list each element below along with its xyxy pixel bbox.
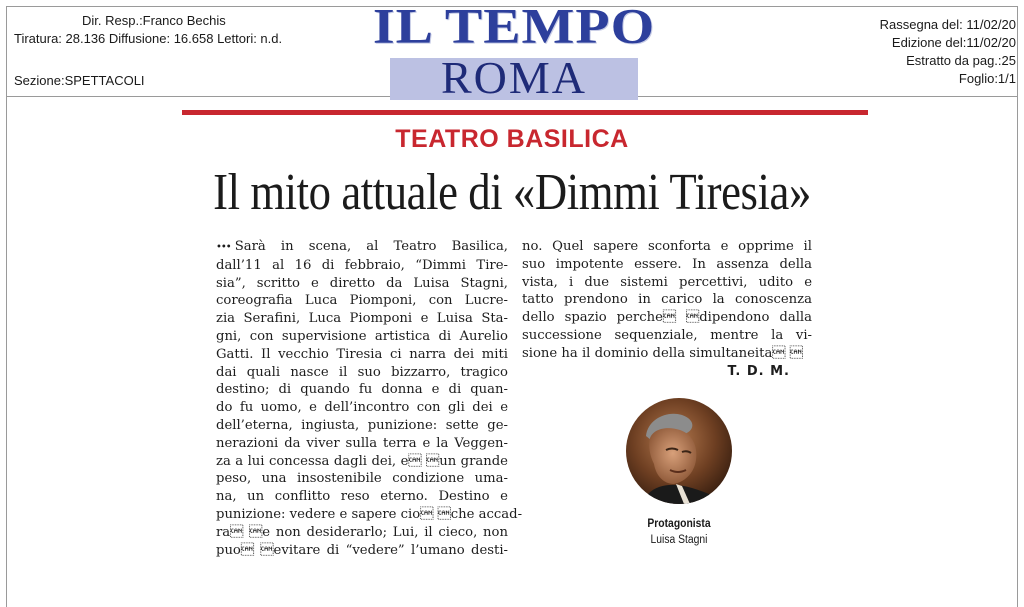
article-line: za a lui concessa dagli dei, e un grande xyxy=(216,453,508,469)
article-headline: Il mito attuale di «Dimmi Tiresia» xyxy=(213,164,811,221)
portrait-image xyxy=(626,398,732,504)
article-line: zia Serafini, Luca Piomponi e Luisa Sta- xyxy=(216,311,508,327)
newspaper-logo xyxy=(328,0,700,103)
logo-subtitle: ROMA xyxy=(440,52,588,103)
article-line: sia”, scritto e diretto da Luisa Stagni, xyxy=(216,275,508,291)
article-line-text: Sarà in scena, al Teatro Basilica, xyxy=(234,239,508,254)
article-line: vista, i due sistemi percettivi, udito e xyxy=(522,274,812,290)
red-divider xyxy=(182,110,868,115)
article-line: dall’11 al 16 di febbraio, “Dimmi Tire- xyxy=(216,257,508,273)
article-line: Gatti. Il vecchio Tiresia ci narra dei miti xyxy=(216,346,508,362)
article-line: destino; di quando fu donna e di quan- xyxy=(216,382,508,398)
section-line: Sezione:SPETTACOLI xyxy=(14,73,145,88)
article-line: do fu uomo, e dell’incontro con gli dei e xyxy=(216,400,508,416)
sheet-number: Foglio:1/1 xyxy=(958,71,1016,86)
article-line: dello spazio perche dipendono dalla xyxy=(522,310,812,326)
article-line: punizione: vedere e sapere cio che accad- xyxy=(216,506,523,522)
logo-title: IL TEMPO xyxy=(372,0,656,55)
bullet-icon: ••• xyxy=(216,242,231,253)
circulation-line: Tiratura: 28.136 Diffusione: 16.658 Lettori: n.d. xyxy=(14,31,283,46)
article-line: dai quali nasce il suo bizzarro, tragico xyxy=(216,364,508,380)
article-line: coreografia Luca Piomponi, con Lucre- xyxy=(216,293,508,309)
article-line: dell’eterna, ingiusta, punizione: sette ge- xyxy=(216,417,508,433)
photo-caption-name: Luisa Stagni xyxy=(650,534,708,546)
article-column-right xyxy=(522,238,812,380)
article-kicker: TEATRO BASILICA xyxy=(395,125,629,153)
article-column-left xyxy=(216,238,523,559)
article-line: nerazioni da viver sulla terra e la Veggen- xyxy=(216,435,508,451)
extract-page: Estratto da pag.:25 xyxy=(906,53,1016,68)
article-line: na, un conflitto reso eterno. Destino e xyxy=(216,489,508,505)
edizione-date: Edizione del:11/02/20 xyxy=(891,35,1016,50)
article-line: puo evitare di “vedere” l’umano desti- xyxy=(216,542,508,558)
director-line: Dir. Resp.:Franco Bechis xyxy=(82,13,226,28)
article-line xyxy=(216,238,508,257)
article-line: tatto prendono in carico la conoscenza xyxy=(522,292,812,308)
protagonist-photo xyxy=(626,398,732,504)
rassegna-date: Rassegna del: 11/02/20 xyxy=(879,17,1016,32)
article-line: ra e non desiderarlo; Lui, il cieco, non xyxy=(216,524,508,540)
photo-caption-title: Protagonista xyxy=(647,518,711,530)
article-line: sione ha il dominio della simultaneita  xyxy=(522,345,803,361)
article-line: no. Quel sapere sconforta e opprime il xyxy=(522,239,812,254)
article-line: peso, una insostenibile condizione uma- xyxy=(216,471,508,487)
article-line: suo impotente essere. In assenza della xyxy=(522,256,812,272)
article-line: gni, con supervisione artistica di Aurelio xyxy=(216,328,508,344)
author-signature: T. D. M. xyxy=(727,363,790,379)
article-line: successione sequenziale, mentre la vi- xyxy=(522,327,812,343)
